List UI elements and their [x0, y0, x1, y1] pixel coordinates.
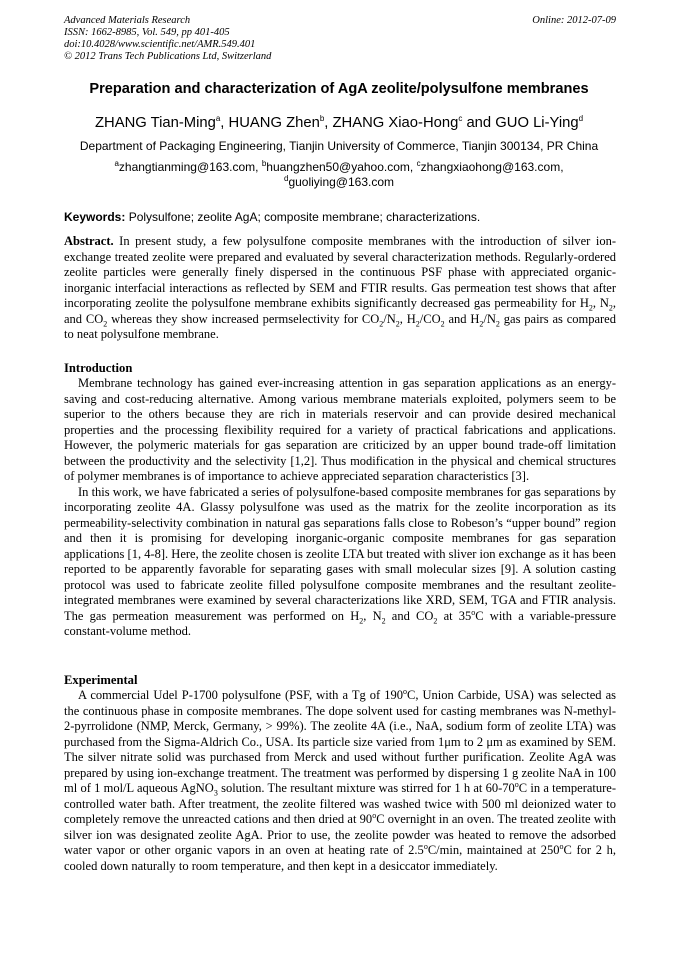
doi-line: doi:10.4028/www.scientific.net/AMR.549.401: [64, 39, 256, 50]
author-mark: b: [319, 114, 325, 124]
journal-name: Advanced Materials Research: [64, 15, 191, 26]
journal-header: [64, 15, 616, 63]
abstract-label: Abstract.: [64, 234, 114, 248]
email-mark: c: [416, 159, 421, 168]
author-name: HUANG Zhen: [228, 115, 320, 131]
paragraph: Membrane technology has gained ever-increasing attention in gas separation applications as an energy-saving and cost-reducing alternative. Among various membrane materials exploited, polymers seem to be superior to the others because they are rich in materials reservoir and can provide desired mechanical properties and the processing flexibility required for a variety of practical fabrications and applications. However, the polymeric materials for gas separation are criticized by an upper bound trade-off limitation between the productivity and the selectivity [1,2]. Thus modification in the physical and chemical structures of polymer membranes is of importance to achieve appreciated separation characteristics [3].: [64, 376, 616, 483]
introduction-heading: Introduction: [64, 361, 133, 375]
author-name: ZHANG Tian-Ming: [94, 115, 216, 131]
email-list: $^a$zhangtianming@163.com, $^b$huangzhen50@yahoo.com, $^c$zhangxiaohong@163.com, $^d$guoliying@163.com: [114, 159, 564, 189]
email-mark: a: [114, 159, 119, 168]
paper-title: Preparation and characterization of AgA zeolite/polysulfone membranes: [89, 81, 589, 97]
email-address: zhangxiaohong@163.com: [420, 160, 561, 174]
email-address: zhangtianming@163.com: [118, 160, 256, 174]
paragraph: In this work, we have fabricated a series of polysulfone-based composite membranes for gas separations by incorporating zeolite 4A. Glassy polysulfone was used as the matrix for the zeolite incorporation as its permeability-selectivity combination in natural gas separations falls close to Robeson’s “upper bound” region and then it is promising for developing inorganic-organic composite membranes for gas separation applications [1, 4-8]. Here, the zeolite chosen is zeolite LTA but treated with sliver ion exchange as it has been reported to be apparently favorable for separating gases with small molecular sizes [9]. A solution casting protocol was used to fabricate zeolite filled polysulfone composite membranes and the resultant zeolite-integrated membranes were examined by several characterizations like XRD, SEM, TGA and FTIR analysis. The gas permeation measurement was performed on $H_2$, $N_2$ and $CO_2$ at 35$^o$C with a variable-pressure constant-volume method.: [64, 484, 616, 638]
online-date: Online: 2012-07-09: [532, 15, 616, 26]
email-address: huangzhen50@yahoo.com: [266, 160, 410, 174]
experimental-heading: Experimental: [64, 673, 138, 687]
author-mark: c: [458, 114, 463, 124]
email-address: guoliying@163.com: [288, 175, 395, 189]
introduction-body: [64, 376, 616, 640]
keywords-text: Polysulfone; zeolite AgA; composite membrane; characterizations.: [128, 210, 481, 224]
email-mark: d: [283, 174, 289, 183]
keywords: [64, 210, 616, 224]
copyright-line: © 2012 Trans Tech Publications Ltd, Switzerland: [64, 51, 272, 62]
keywords-label: Keywords:: [64, 210, 126, 224]
abstract-text: In present study, a few polysulfone composite membranes with the introduction of silver ion-exchange treated zeolite were prepared and evaluated by several characterization methods. Regularly-ordered zeolite particles were generally finely dispersed in the continuous PSF phase with appreciated organic-inorganic interfacial interactions as reflected by SEM and FTIR results. Gas permeation test shows that after incorporating zeolite the polysulfone membrane exhibits significantly decreased gas permeability for $H_2$, $N_2$, and $CO_2$ whereas they show increased permselectivity for $CO_2/N_2$, $H_2/CO_2$ and $H_2/N_2$ gas pairs as compared to neat polysulfone membrane.: [64, 234, 616, 341]
author-mark: d: [578, 114, 584, 124]
author-mark: a: [215, 114, 221, 124]
issn-line: ISSN: 1662-8985, Vol. 549, pp 401-405: [64, 27, 230, 38]
email-mark: b: [261, 159, 267, 168]
affiliation: Department of Packaging Engineering, Tianjin University of Commerce, Tianjin 300134, PR China: [79, 139, 599, 153]
author-list: ZHANG Tian-Ming$^a$, HUANG Zhen$^b$, ZHANG Xiao-Hong$^c$ and GUO Li-Ying$^d$: [94, 114, 584, 131]
paragraph: A commercial Udel P-1700 polysulfone (PSF, with a Tg of 190$^o$C, Union Carbide, USA) was selected as the continuous phase in composite membranes. The dope solvent used for casting membranes was N-methyl-2-pyrrolidone (NMP, Merck, Germany, > 99%). The zeolite 4A (i.e., NaA, sodium form of zeolite LTA) was purchased from the Sigma-Aldrich Co., USA. Its particle size varied from 1μm to 2 μm as examined by SEM. The silver nitrate solid was purchased from Merck and used without further purification. Zeolite AgA was prepared by using ion-exchange treatment. The treatment was performed by dispersing 1 g zeolite NaA in 100 ml of 1 mol/L aqueous AgNO$_3$ solution. The resultant mixture was stirred for 1 h at 60-70$^o$C in a temperature-controlled water bath. After treatment, the zeolite filtered was washed twice with 500 ml deionized water to completely remove the unreacted cations and then dried at 90$^o$C overnight in an oven. The treated zeolite with silver ion was designated zeolite AgA. Prior to use, the zeolite powder was heated to remove the adsorbed water vapor or other organic vapors in an oven at heating rate of 2.5$^o$C/min, maintained at 250$^o$C for 2 h, cooled down naturally to room temperature, and then kept in a desiccator immediately.: [64, 686, 617, 873]
author-name: ZHANG Xiao-Hong: [332, 115, 459, 131]
author-name: GUO Li-Ying: [495, 115, 579, 131]
abstract: [64, 234, 616, 343]
experimental-body: [64, 688, 616, 874]
